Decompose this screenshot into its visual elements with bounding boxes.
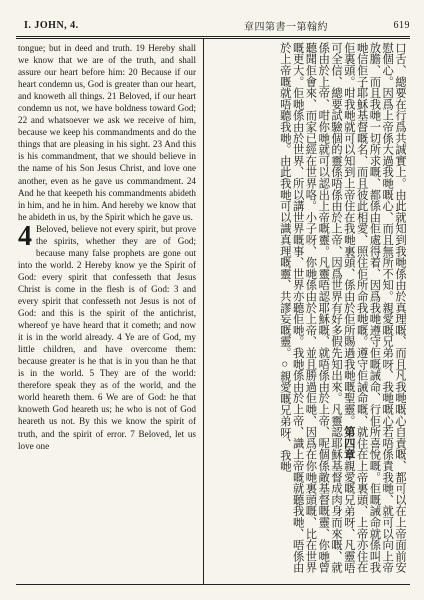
running-header: [16, 18, 410, 34]
header-book-chapter: I. JOHN, 4.: [24, 20, 79, 31]
chinese-text-part-2: 親愛嘅兄弟呀、凡靈唔可全信、總要試驗個的靈係唔係由於上帝、因爲世界有好多假先知出來。凡靈認耶穌基督成肉身而來嘅、就係由於上帝、咁你哋就可以認出上帝嘅靈。凡靈唔認耶穌嘅、就唔係由於上帝、呢個係敵基督嘅靈、你哋曾聽聞佢會來、而家已經在世界咯。小子呀、你哋係由於上帝、並且勝過佢哋、因爲在你哋裏頭嘅、比在世界嘅更大。佢哋係由於世界、所以講世界嘅事、世界亦聽佢哋。我哋係由於上帝、識上帝嘅就聽我哋、唔係由於上帝嘅就唔聽我哋。由此我哋可以識真理嘅靈、共謬妄嘅靈。○親愛嘅兄弟呀、我哋: [278, 42, 355, 574]
english-chapter-4-text: Beloved, believe not every spirit, but prove the spirits, whether they are of God; because many false prophets are gone out into the world. 2 Hereby know ye the Spirit of God: every spirit that confesseth that Jesus Christ is come in the flesh is of God: 3 and every spirit that confesseth not Jesus is not of God: and this is the spirit of the antichrist, whereof ye have heard that it cometh; and now it is in the world already. 4 Ye are of God, my little children, and have overcome them: because greater is he that is in you than he that is in the world. 5 They are of the world: therefore speak they as of the world, and the world heareth them. 6 We are of God: he that knoweth God heareth us; he who is not of God heareth us not. By this we know the spirit of truth, and the spirit of error. 7 Beloved, let us love one: [18, 223, 196, 451]
header-rule: [16, 36, 410, 37]
header-rule-inner: [16, 38, 410, 39]
chinese-column: [208, 42, 406, 582]
footer-rule: [16, 584, 410, 585]
chinese-chapter-heading: 第四章: [342, 426, 355, 461]
page-number: 619: [393, 20, 410, 31]
chapter-drop-cap: 4: [18, 220, 32, 252]
english-column: [18, 42, 196, 582]
chinese-text-part-1: 口舌、總要在行爲共誠實上。由此就知到我哋係由於真理嘅、而且凡我哋嘅心自責嘅、都可以在上帝面前安慰個心。因爲上帝係大過我哋嘅心、而且無所不知。親愛嘅兄弟呀、我哋嘅心若唔係責我哋、就可以向上帝放膽、而且我哋一切所求嘅、都係由佢處得着、因爲我哋遵守佢嘅誡命、行佢所喜悅嘅。佢嘅誡命就係叫我哋信佢子耶穌基督嘅名、而且彼此相愛、照住佢所命我哋嘅。遵守佢誡命嘅、就住在上帝裏頭、上帝亦住在佢裏頭。咁我哋就可以知到上帝住在我哋裏頭、係由於佢所賜過我哋嘅聖靈。: [342, 42, 406, 574]
column-divider: [203, 39, 204, 584]
english-paragraph-1: tongue; but in deed and truth. 19 Hereby shall we know that we are of the truth, and shall assure our heart before him: 20 Because if our heart condemn us, God is greater than our heart, and knoweth all things. 21 Beloved, if our heart condemn us not, we have boldness toward God; 22 and whatsoever we ask we receive of him, because we keep his commandments and do the things that are pleasing in his sight. 23 And this is his commandment, that we should believe in the name of his Son Jesus Christ, and love one another, even as he gave us commandment. 24 And he that keepeth his commandments abideth in him, and he in him. And hereby we know that he abideth in us, by the Spirit which he gave us.: [18, 43, 196, 222]
header-chinese-title: 章四第書一第翰約: [244, 22, 328, 33]
english-paragraph-2: [18, 220, 196, 452]
